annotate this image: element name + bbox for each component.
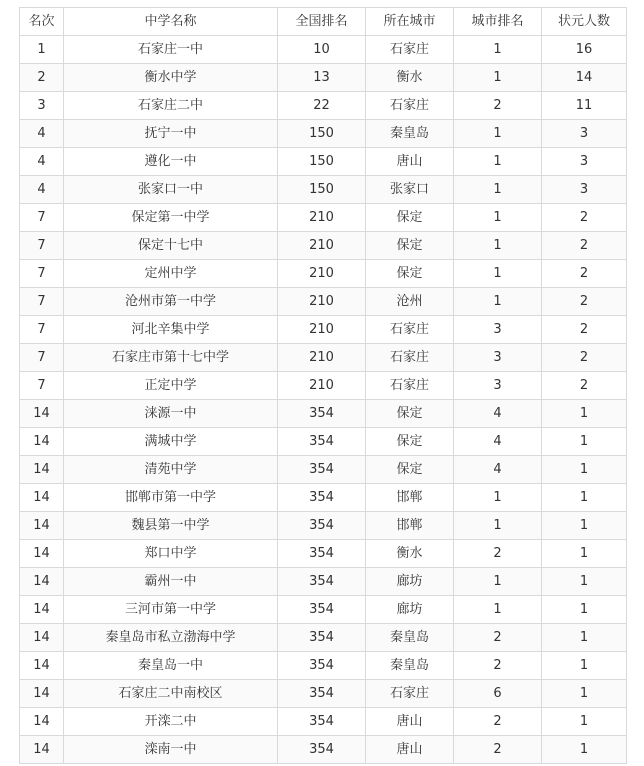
cell-rank: 4 <box>20 120 64 148</box>
table-row <box>20 372 627 400</box>
cell-top-scorer-count: 1 <box>542 596 627 624</box>
cell-national-rank: 10 <box>278 36 366 64</box>
cell-top-scorer-count: 2 <box>542 288 627 316</box>
table-row <box>20 624 627 652</box>
cell-top-scorer-count: 11 <box>542 92 627 120</box>
cell-city-rank: 1 <box>454 232 542 260</box>
cell-school-name: 沧州市第一中学 <box>64 288 278 316</box>
cell-rank: 7 <box>20 344 64 372</box>
cell-city-rank: 3 <box>454 316 542 344</box>
cell-rank: 4 <box>20 176 64 204</box>
cell-rank: 14 <box>20 736 64 764</box>
cell-rank: 14 <box>20 680 64 708</box>
cell-national-rank: 210 <box>278 372 366 400</box>
cell-city-rank: 2 <box>454 624 542 652</box>
cell-city: 廊坊 <box>366 596 454 624</box>
cell-top-scorer-count: 2 <box>542 316 627 344</box>
cell-national-rank: 354 <box>278 596 366 624</box>
cell-rank: 14 <box>20 596 64 624</box>
cell-city-rank: 2 <box>454 736 542 764</box>
cell-school-name: 郑口中学 <box>64 540 278 568</box>
cell-top-scorer-count: 1 <box>542 512 627 540</box>
table-row <box>20 512 627 540</box>
cell-top-scorer-count: 1 <box>542 652 627 680</box>
cell-city-rank: 4 <box>454 456 542 484</box>
cell-city: 张家口 <box>366 176 454 204</box>
cell-school-name: 清苑中学 <box>64 456 278 484</box>
table-row <box>20 428 627 456</box>
table-row <box>20 568 627 596</box>
cell-national-rank: 210 <box>278 344 366 372</box>
cell-school-name: 遵化一中 <box>64 148 278 176</box>
cell-city-rank: 1 <box>454 148 542 176</box>
cell-rank: 7 <box>20 204 64 232</box>
cell-city-rank: 1 <box>454 484 542 512</box>
school-ranking-table <box>19 7 627 764</box>
cell-school-name: 开滦二中 <box>64 708 278 736</box>
cell-school-name: 石家庄二中 <box>64 92 278 120</box>
cell-top-scorer-count: 3 <box>542 176 627 204</box>
cell-city: 石家庄 <box>366 344 454 372</box>
table-row <box>20 204 627 232</box>
cell-rank: 7 <box>20 232 64 260</box>
cell-top-scorer-count: 2 <box>542 232 627 260</box>
cell-rank: 14 <box>20 540 64 568</box>
cell-school-name: 石家庄一中 <box>64 36 278 64</box>
cell-rank: 7 <box>20 372 64 400</box>
cell-city: 秦皇岛 <box>366 652 454 680</box>
cell-city: 保定 <box>366 456 454 484</box>
table-row <box>20 344 627 372</box>
cell-rank: 14 <box>20 400 64 428</box>
cell-top-scorer-count: 14 <box>542 64 627 92</box>
cell-national-rank: 354 <box>278 736 366 764</box>
cell-rank: 14 <box>20 428 64 456</box>
table-row <box>20 736 627 764</box>
cell-rank: 14 <box>20 456 64 484</box>
cell-top-scorer-count: 2 <box>542 344 627 372</box>
cell-national-rank: 354 <box>278 512 366 540</box>
table-row <box>20 540 627 568</box>
cell-school-name: 保定第一中学 <box>64 204 278 232</box>
cell-city: 保定 <box>366 204 454 232</box>
cell-city: 邯郸 <box>366 484 454 512</box>
cell-national-rank: 22 <box>278 92 366 120</box>
cell-city: 保定 <box>366 232 454 260</box>
cell-city-rank: 1 <box>454 568 542 596</box>
cell-school-name: 石家庄二中南校区 <box>64 680 278 708</box>
cell-city-rank: 6 <box>454 680 542 708</box>
cell-top-scorer-count: 3 <box>542 120 627 148</box>
header-national-rank: 全国排名 <box>278 8 366 36</box>
cell-school-name: 定州中学 <box>64 260 278 288</box>
table-row <box>20 596 627 624</box>
cell-national-rank: 210 <box>278 204 366 232</box>
table-row <box>20 64 627 92</box>
cell-city-rank: 2 <box>454 92 542 120</box>
cell-city: 石家庄 <box>366 680 454 708</box>
table-row <box>20 260 627 288</box>
cell-city-rank: 1 <box>454 64 542 92</box>
cell-city: 保定 <box>366 428 454 456</box>
cell-rank: 1 <box>20 36 64 64</box>
cell-city-rank: 4 <box>454 400 542 428</box>
cell-rank: 14 <box>20 568 64 596</box>
cell-national-rank: 210 <box>278 316 366 344</box>
cell-school-name: 三河市第一中学 <box>64 596 278 624</box>
cell-city-rank: 3 <box>454 372 542 400</box>
cell-school-name: 张家口一中 <box>64 176 278 204</box>
table-row <box>20 456 627 484</box>
cell-top-scorer-count: 1 <box>542 456 627 484</box>
cell-city: 石家庄 <box>366 36 454 64</box>
cell-national-rank: 354 <box>278 624 366 652</box>
cell-city-rank: 1 <box>454 512 542 540</box>
table-row <box>20 36 627 64</box>
table-row <box>20 288 627 316</box>
header-school-name: 中学名称 <box>64 8 278 36</box>
cell-top-scorer-count: 1 <box>542 400 627 428</box>
cell-city-rank: 1 <box>454 204 542 232</box>
cell-city: 衡水 <box>366 540 454 568</box>
cell-top-scorer-count: 2 <box>542 204 627 232</box>
table-row <box>20 232 627 260</box>
header-top-scorer-count: 状元人数 <box>542 8 627 36</box>
cell-city: 唐山 <box>366 708 454 736</box>
cell-national-rank: 150 <box>278 148 366 176</box>
cell-school-name: 秦皇岛市私立渤海中学 <box>64 624 278 652</box>
table-body <box>20 36 627 764</box>
table-row <box>20 316 627 344</box>
cell-rank: 14 <box>20 624 64 652</box>
cell-national-rank: 354 <box>278 540 366 568</box>
cell-city-rank: 1 <box>454 596 542 624</box>
cell-city-rank: 4 <box>454 428 542 456</box>
cell-school-name: 霸州一中 <box>64 568 278 596</box>
table-row <box>20 484 627 512</box>
cell-national-rank: 354 <box>278 400 366 428</box>
header-rank: 名次 <box>20 8 64 36</box>
cell-top-scorer-count: 16 <box>542 36 627 64</box>
cell-city-rank: 1 <box>454 120 542 148</box>
cell-city-rank: 1 <box>454 288 542 316</box>
cell-national-rank: 150 <box>278 120 366 148</box>
cell-national-rank: 354 <box>278 652 366 680</box>
cell-city: 石家庄 <box>366 316 454 344</box>
cell-top-scorer-count: 2 <box>542 260 627 288</box>
cell-national-rank: 354 <box>278 428 366 456</box>
cell-city: 秦皇岛 <box>366 624 454 652</box>
cell-city-rank: 1 <box>454 176 542 204</box>
cell-school-name: 涞源一中 <box>64 400 278 428</box>
cell-top-scorer-count: 2 <box>542 372 627 400</box>
cell-school-name: 衡水中学 <box>64 64 278 92</box>
cell-city: 唐山 <box>366 148 454 176</box>
cell-national-rank: 150 <box>278 176 366 204</box>
cell-school-name: 满城中学 <box>64 428 278 456</box>
table-row <box>20 708 627 736</box>
cell-school-name: 石家庄市第十七中学 <box>64 344 278 372</box>
cell-national-rank: 210 <box>278 260 366 288</box>
cell-city-rank: 1 <box>454 36 542 64</box>
cell-top-scorer-count: 1 <box>542 736 627 764</box>
cell-national-rank: 13 <box>278 64 366 92</box>
table-row <box>20 176 627 204</box>
cell-school-name: 正定中学 <box>64 372 278 400</box>
cell-city: 石家庄 <box>366 372 454 400</box>
cell-rank: 14 <box>20 652 64 680</box>
cell-top-scorer-count: 1 <box>542 680 627 708</box>
cell-city-rank: 2 <box>454 652 542 680</box>
table-row <box>20 400 627 428</box>
cell-national-rank: 354 <box>278 708 366 736</box>
cell-school-name: 滦南一中 <box>64 736 278 764</box>
cell-rank: 7 <box>20 288 64 316</box>
cell-school-name: 邯郸市第一中学 <box>64 484 278 512</box>
cell-school-name: 河北辛集中学 <box>64 316 278 344</box>
header-city: 所在城市 <box>366 8 454 36</box>
cell-city: 沧州 <box>366 288 454 316</box>
cell-city: 保定 <box>366 260 454 288</box>
cell-rank: 2 <box>20 64 64 92</box>
cell-rank: 3 <box>20 92 64 120</box>
cell-city-rank: 3 <box>454 344 542 372</box>
cell-city: 邯郸 <box>366 512 454 540</box>
cell-national-rank: 354 <box>278 484 366 512</box>
cell-city-rank: 1 <box>454 260 542 288</box>
table-row <box>20 92 627 120</box>
cell-top-scorer-count: 1 <box>542 540 627 568</box>
cell-national-rank: 210 <box>278 288 366 316</box>
cell-school-name: 抚宁一中 <box>64 120 278 148</box>
cell-city: 石家庄 <box>366 92 454 120</box>
cell-city-rank: 2 <box>454 708 542 736</box>
cell-city: 保定 <box>366 400 454 428</box>
table-row <box>20 680 627 708</box>
cell-city: 秦皇岛 <box>366 120 454 148</box>
cell-top-scorer-count: 1 <box>542 484 627 512</box>
cell-city: 唐山 <box>366 736 454 764</box>
cell-national-rank: 354 <box>278 568 366 596</box>
cell-rank: 7 <box>20 316 64 344</box>
table-row <box>20 120 627 148</box>
cell-top-scorer-count: 1 <box>542 624 627 652</box>
cell-school-name: 秦皇岛一中 <box>64 652 278 680</box>
cell-top-scorer-count: 3 <box>542 148 627 176</box>
cell-school-name: 魏县第一中学 <box>64 512 278 540</box>
cell-city-rank: 2 <box>454 540 542 568</box>
table-row <box>20 148 627 176</box>
cell-top-scorer-count: 1 <box>542 708 627 736</box>
cell-top-scorer-count: 1 <box>542 568 627 596</box>
cell-national-rank: 210 <box>278 232 366 260</box>
cell-school-name: 保定十七中 <box>64 232 278 260</box>
cell-top-scorer-count: 1 <box>542 428 627 456</box>
cell-rank: 14 <box>20 708 64 736</box>
header-city-rank: 城市排名 <box>454 8 542 36</box>
table-header-row <box>20 8 627 36</box>
cell-city: 廊坊 <box>366 568 454 596</box>
cell-city: 衡水 <box>366 64 454 92</box>
cell-national-rank: 354 <box>278 680 366 708</box>
table-row <box>20 652 627 680</box>
cell-national-rank: 354 <box>278 456 366 484</box>
cell-rank: 7 <box>20 260 64 288</box>
cell-rank: 14 <box>20 484 64 512</box>
cell-rank: 4 <box>20 148 64 176</box>
cell-rank: 14 <box>20 512 64 540</box>
